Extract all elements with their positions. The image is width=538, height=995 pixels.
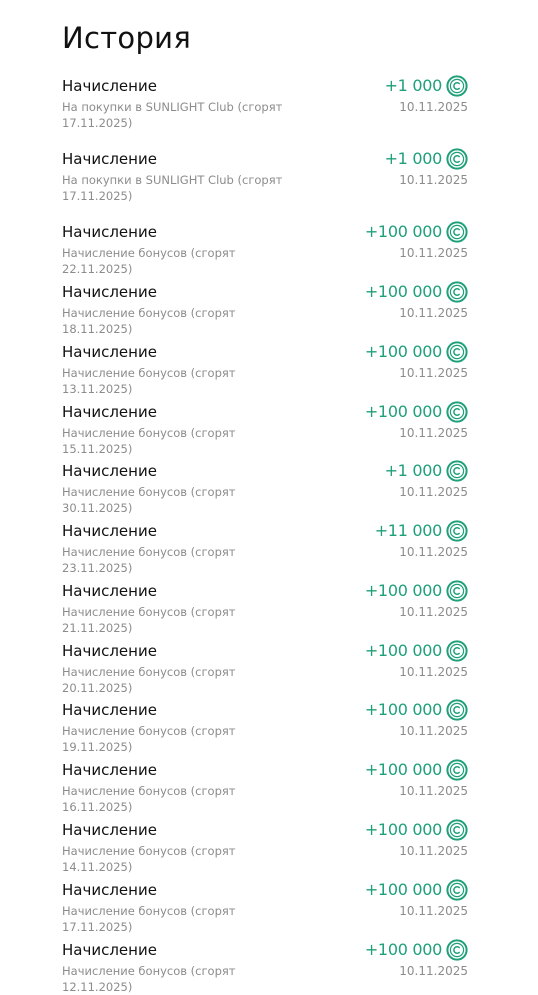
history-item-date: 10.11.2025: [399, 173, 468, 187]
history-item-amount-group: [365, 819, 468, 841]
history-item-amount: +1 000: [384, 149, 442, 168]
history-item-description: Начисление бонусов (сгорят 21.11.2025): [62, 605, 236, 635]
bonus-coin-icon: [446, 640, 468, 662]
history-item-date: 10.11.2025: [399, 964, 468, 978]
history-item-title: Начисление: [62, 223, 157, 241]
history-item-title: Начисление: [62, 522, 157, 540]
history-item-amount: +100 000: [364, 880, 442, 899]
history-item-amount: +100 000: [364, 820, 442, 839]
history-item-date: 10.11.2025: [399, 724, 468, 738]
history-item-date: 10.11.2025: [399, 784, 468, 798]
history-item-description: Начисление бонусов (сгорят 23.11.2025): [62, 545, 236, 575]
history-item-title: Начисление: [62, 77, 157, 95]
bonus-coin-icon: [446, 401, 468, 423]
bonus-coin-icon: [446, 819, 468, 841]
history-item-amount-group: [365, 759, 468, 781]
history-item-description: Начисление бонусов (сгорят 15.11.2025): [62, 426, 236, 456]
history-item-date: 10.11.2025: [399, 306, 468, 320]
history-item-date: 10.11.2025: [399, 545, 468, 559]
history-item-description: Начисление бонусов (сгорят 30.11.2025): [62, 485, 236, 515]
history-item-title: Начисление: [62, 821, 157, 839]
history-item-amount-group: [365, 281, 468, 303]
history-item-amount-group: [385, 460, 468, 482]
history-item-amount: +1 000: [384, 76, 442, 95]
history-item-amount-group: [365, 640, 468, 662]
history-item-title: Начисление: [62, 881, 157, 899]
bonus-coin-icon: [446, 879, 468, 901]
bonus-coin-icon: [446, 221, 468, 243]
history-item-date: 10.11.2025: [399, 665, 468, 679]
history-item-description: Начисление бонусов (сгорят 18.11.2025): [62, 306, 236, 336]
history-item-amount: +100 000: [364, 222, 442, 241]
history-item-description: На покупки в SUNLIGHT Club (сгорят 17.11.2025): [62, 100, 283, 130]
history-item-amount: +100 000: [364, 402, 442, 421]
page-title: История: [62, 21, 192, 55]
history-item-title: Начисление: [62, 403, 157, 421]
history-item-amount-group: [365, 401, 468, 423]
bonus-coin-icon: [446, 281, 468, 303]
history-item-amount-group: [365, 879, 468, 901]
history-item-amount-group: [365, 699, 468, 721]
history-item-title: Начисление: [62, 283, 157, 301]
history-item-title: Начисление: [62, 642, 157, 660]
history-item-amount: +100 000: [364, 760, 442, 779]
history-item-description: Начисление бонусов (сгорят 22.11.2025): [62, 246, 236, 276]
history-item-description: На покупки в SUNLIGHT Club (сгорят 17.11.2025): [62, 173, 283, 203]
history-item-amount: +100 000: [364, 282, 442, 301]
history-list: [62, 0, 468, 993]
history-item-description: Начисление бонусов (сгорят 20.11.2025): [62, 665, 236, 695]
bonus-coin-icon: [446, 939, 468, 961]
bonus-coin-icon: [446, 580, 468, 602]
bonus-coin-icon: [446, 341, 468, 363]
bonus-coin-icon: [446, 699, 468, 721]
history-item-date: 10.11.2025: [399, 426, 468, 440]
history-item-amount-group: [365, 221, 468, 243]
history-item-amount-group: [385, 148, 468, 170]
history-item-description: Начисление бонусов (сгорят 12.11.2025): [62, 964, 236, 994]
history-item-title: Начисление: [62, 701, 157, 719]
history-item-date: 10.11.2025: [399, 844, 468, 858]
history-item-title: Начисление: [62, 582, 157, 600]
history-item-description: Начисление бонусов (сгорят 16.11.2025): [62, 784, 236, 814]
history-item-amount: +100 000: [364, 342, 442, 361]
bonus-coin-icon: [446, 75, 468, 97]
history-item-amount-group: [365, 341, 468, 363]
history-item-title: Начисление: [62, 941, 157, 959]
history-item-date: 10.11.2025: [399, 366, 468, 380]
history-item-date: 10.11.2025: [399, 246, 468, 260]
bonus-coin-icon: [446, 148, 468, 170]
history-item-amount: +1 000: [384, 461, 442, 480]
history-item-description: Начисление бонусов (сгорят 19.11.2025): [62, 724, 236, 754]
history-item-description: Начисление бонусов (сгорят 13.11.2025): [62, 366, 236, 396]
history-item-title: Начисление: [62, 761, 157, 779]
history-item-date: 10.11.2025: [399, 100, 468, 114]
history-item-amount: +100 000: [364, 581, 442, 600]
history-item-description: Начисление бонусов (сгорят 14.11.2025): [62, 844, 236, 874]
bonus-coin-icon: [446, 460, 468, 482]
bonus-coin-icon: [446, 520, 468, 542]
history-item-date: 10.11.2025: [399, 904, 468, 918]
history-item-title: Начисление: [62, 462, 157, 480]
history-item-amount-group: [375, 520, 468, 542]
history-item-title: Начисление: [62, 150, 157, 168]
history-item-date: 10.11.2025: [399, 485, 468, 499]
history-item-title: Начисление: [62, 343, 157, 361]
history-item-date: 10.11.2025: [399, 605, 468, 619]
history-item-amount: +100 000: [364, 641, 442, 660]
history-item-amount-group: [385, 75, 468, 97]
history-item-amount: +11 000: [374, 521, 442, 540]
history-item-amount: +100 000: [364, 940, 442, 959]
history-item-amount-group: [365, 580, 468, 602]
history-item-amount-group: [365, 939, 468, 961]
bonus-coin-icon: [446, 759, 468, 781]
history-item-amount: +100 000: [364, 700, 442, 719]
history-item-description: Начисление бонусов (сгорят 17.11.2025): [62, 904, 236, 934]
